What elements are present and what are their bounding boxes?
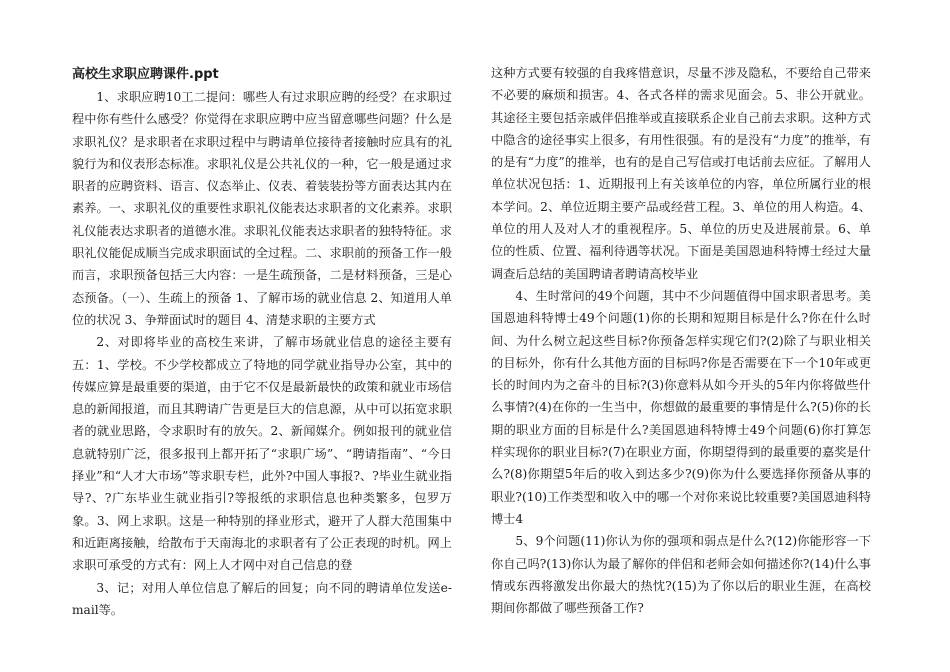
paragraph: 1、求职应聘10工二提问：哪些人有过求职应聘的经受？在求职过程中你有些什么感受？你觉得在求职应聘中应当留意哪些问题？什么是求职礼仪？是求职者在求职过程中与聘请单位接待者接触时应具有的礼貌行为和仪表形态标准。求职礼仪是公共礼仪的一种，它一般是通过求职者的应聘资料、语言、仪态举止、仪表、着装装扮等方面表达其内在素养。一、求职礼仪的重要性求职礼仪能表达求职者的文化素养。求职礼仪能表达求职者的道德水准。求职礼仪能表达求职者的独特特征。求职礼仪能促成顺当完成求职面试的全过程。二、求职前的预备工作一般而言，求职预备包括三大内容：一是生疏预备，二是材料预备，三是心态预备。（一）、生疏上的预备 1、了解市场的就业信息 2、知道用人单位的状况 3、争辩面试时的题目 4、清楚求职的主要方式 [72, 90, 452, 327]
paragraph: 3、记；对用人单位信息了解后的回复；向不同的聘请单位发送e-mail等。 [72, 580, 452, 617]
paragraph: 4、生时常问的49个问题，其中不少问题值得中国求职者思考。美国恩迪科特博士49个问题(1)你的长期和短期目标是什么?你在什么时间、为什么树立起这些目标?你预备怎样实现它们?(2)除了与职业相关的目标外，你有什么其他方面的目标吗?你是否需要在下一个10年或更长的时间内为之奋斗的目标?(3)你意料从如今开头的5年内你将做些什么事情?(4)在你的一生当中，你想做的最重要的事情是什么?(5)你的长期的职业方面的目标是什么?美国恩迪科特博士49个问题(6)你打算怎样实现你的职业目标?(7)在职业方面，你期望得到的最重要的嘉奖是什么?(8)你期望5年后的收入到达多少?(9)你为什么要选择你预备从事的职业?(10)工作类型和收入中的哪一个对你来说比较重要?美国恩迪科特博士4 [491, 288, 871, 526]
paragraph: 2、对即将毕业的高校生来讲，了解市场就业信息的途径主要有五：1、学校。不少学校都成立了特地的同学就业指导办公室，其中的传媒应算是最重要的渠道，由于它不仅是最新最快的政策和就业市场信息的新闻报道，而且其聘请广告更是巨大的信息源，从中可以拓宽求职者的就业思路，令求职时有的放矢。2、新闻媒介。例如报刊的就业信息就特别广泛，很多报刊上都开拓了“求职广场”、“聘请指南”、“今日择业”和“人才大市场”等求职专栏，此外?中国人事报?、?毕业生就业指导?、?广东毕业生就业指引?等报纸的求职信息也种类繁多，包罗万象。3、网上求职。这是一种特别的择业形式，避开了人群大范围集中和近距离接触，给散布于天南海北的求职者有了公正表现的时机。网上求职可承受的方式有：网上人才网中对自己信息的登 [72, 335, 452, 573]
document-title: 高校生求职应聘课件.ppt [72, 67, 219, 82]
paragraph: 5、9个问题(11)你认为你的强项和弱点是什么?(12)你能形容一下你自己吗?(13)你认为最了解你的伴侣和老师会如何描述你?(14)什么事情或东西将激发出你最大的热忱?(15)为了你以后的职业生涯，在高校期间你都做了哪些预备工作? [491, 534, 871, 616]
right-column [491, 62, 871, 619]
paragraph: 这种方式要有较强的自我疼惜意识，尽量不涉及隐私，不要给自己带来不必要的麻烦和损害。4、各式各样的需求见面会。5、非公开就业。其途径主要包括亲戚伴侣推举或直接联系企业自己前去求职。这种方式中隐含的途径事实上很多，有用性很强。有的是没有“力度”的推举，有的是有“力度”的推举，也有的是自己写信或打电话前去应征。了解用人单位状况包括：1、近期报刊上有关该单位的内容，单位所属行业的根本学问。2、单位近期主要产品或经营工程。3、单位的用人构造。4、单位的用人及对人才的重视程序。5、单位的历史及进展前景。6、单位的性质、位置、福利待遇等状况。下面是美国恩迪科特博士经过大量调查后总结的美国聘请者聘请高校毕业 [491, 66, 871, 281]
left-column [72, 64, 452, 621]
